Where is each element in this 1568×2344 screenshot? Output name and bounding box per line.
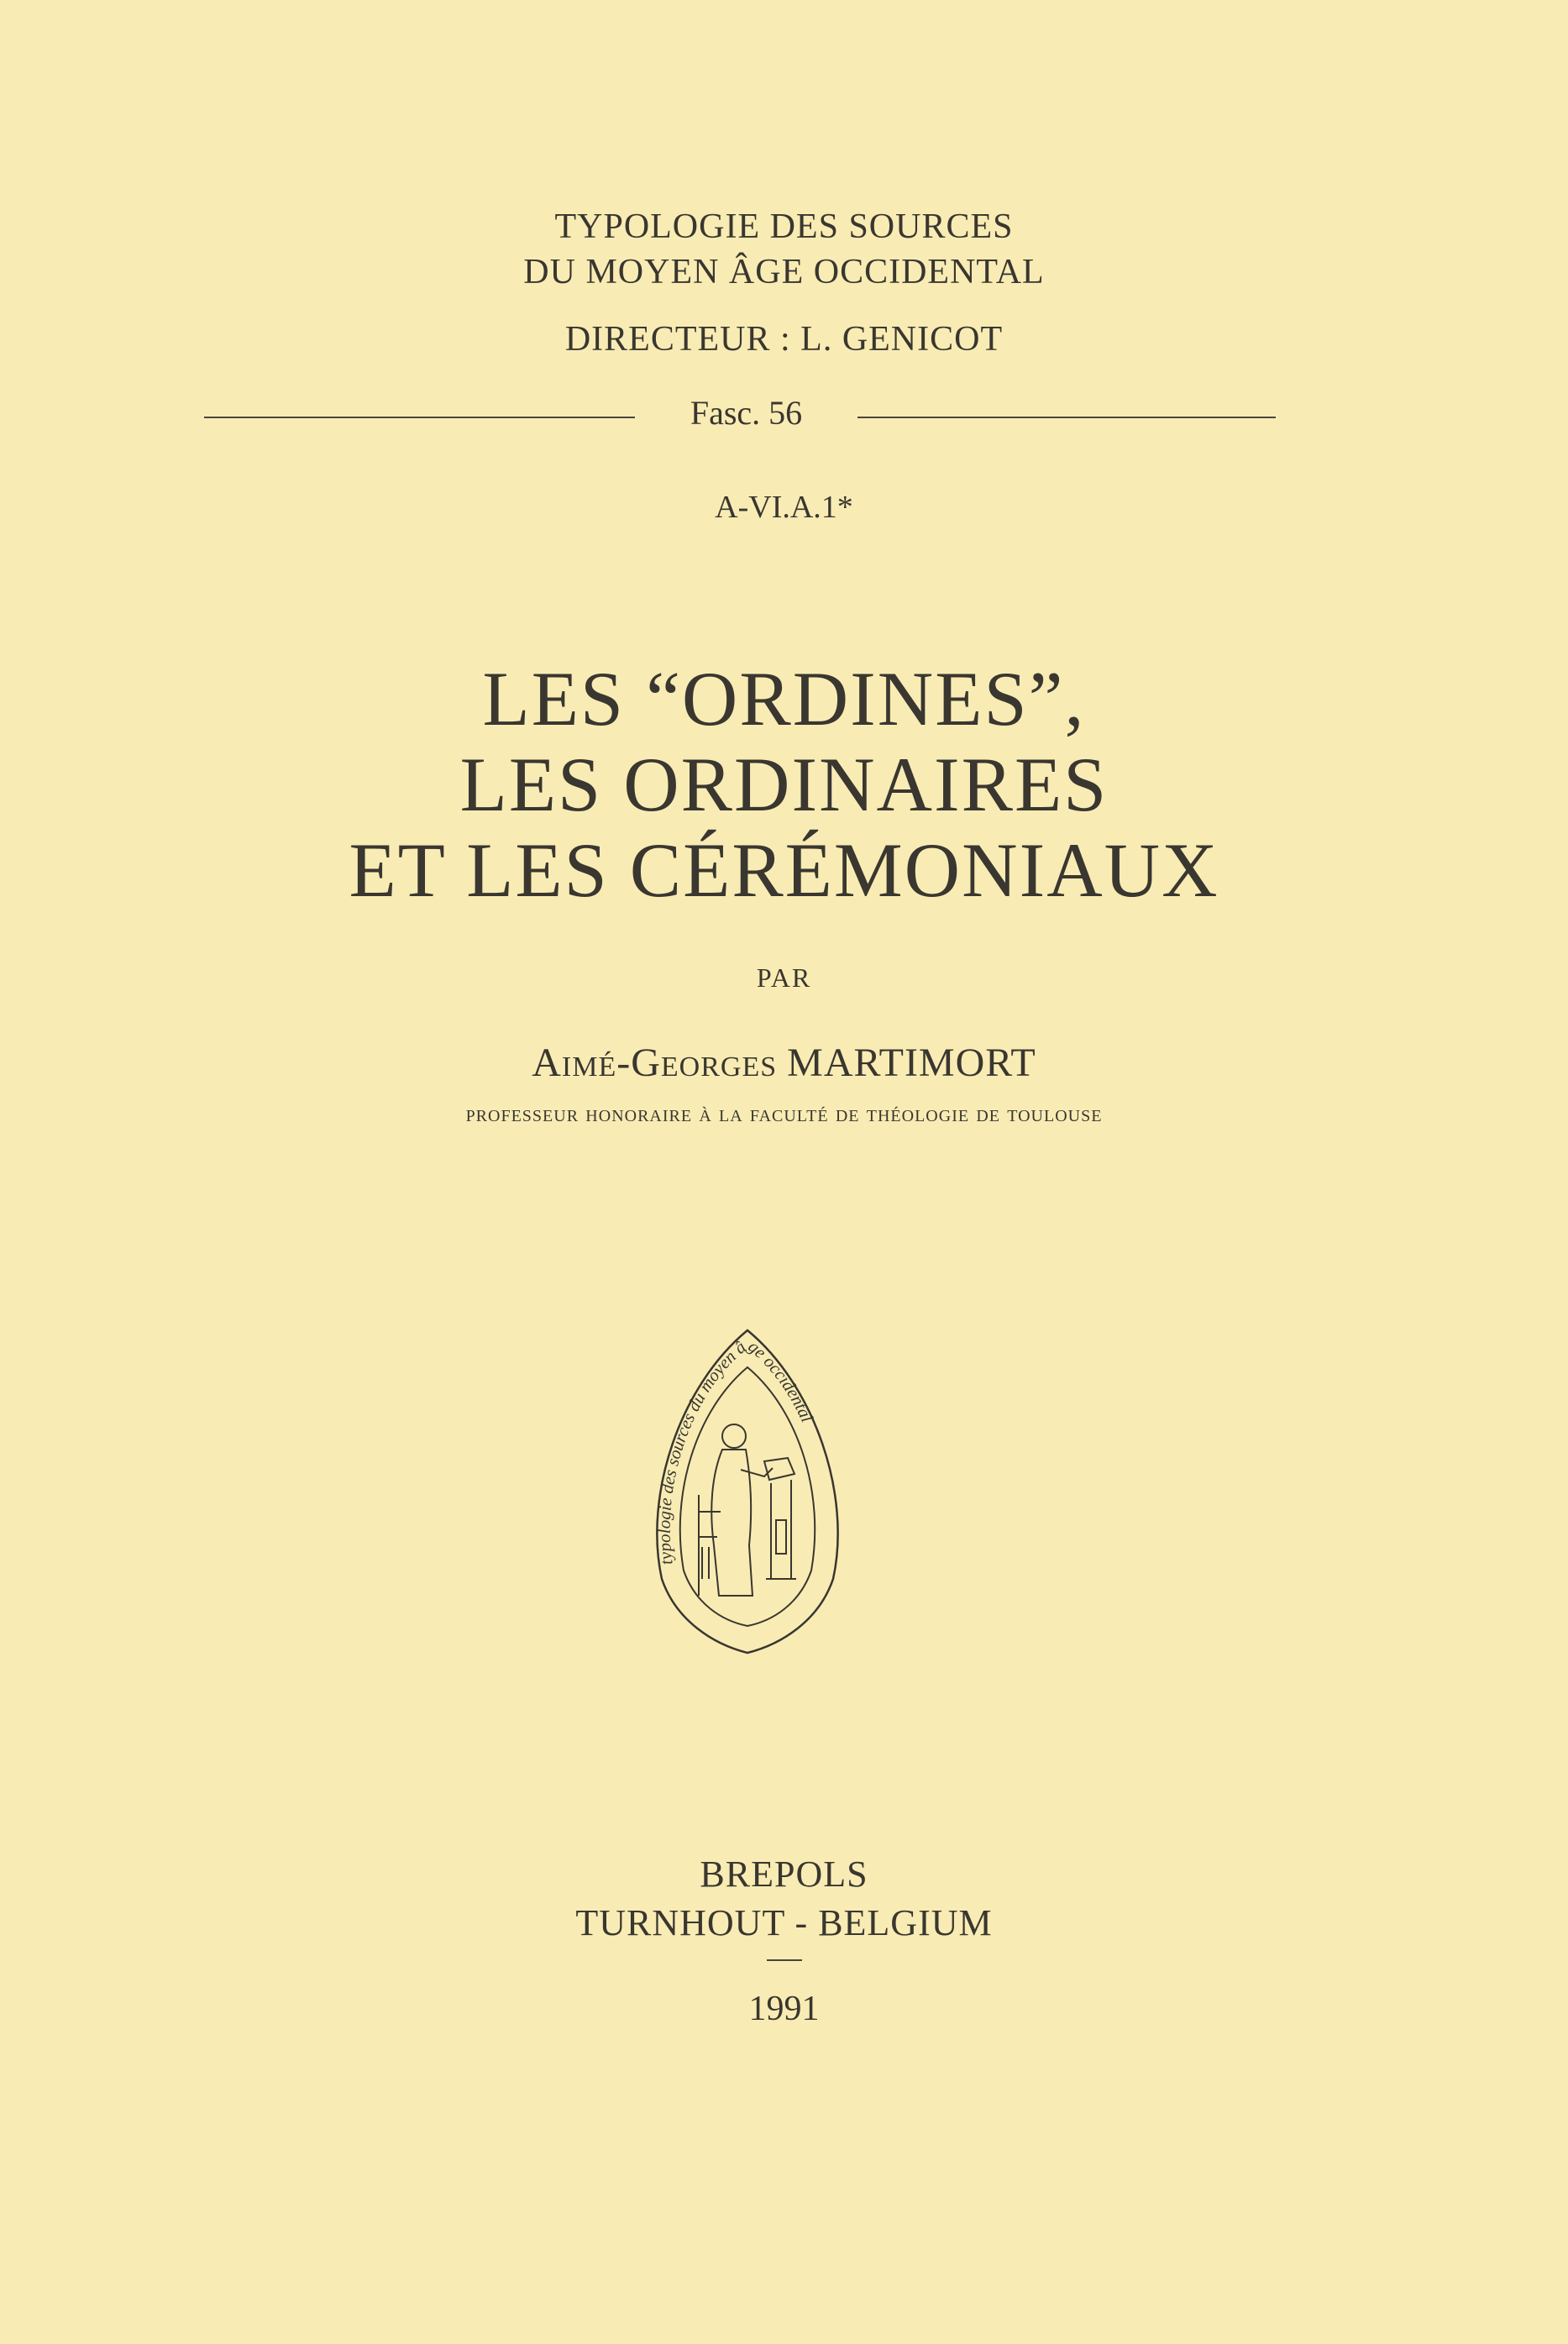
fascicle-number: Fasc. 56 xyxy=(690,394,803,432)
monk-scribe-seal-icon xyxy=(647,1327,848,1654)
book-title-line-1: LES “ORDINES”, xyxy=(482,656,1086,742)
fascicle-rule-right xyxy=(857,417,1276,418)
series-title-line-2: DU MOYEN ÂGE OCCIDENTAL xyxy=(523,253,1045,291)
series-title-line-1: TYPOLOGIE DES SOURCES xyxy=(554,207,1014,246)
fascicle-row xyxy=(0,393,1568,443)
publication-year: 1991 xyxy=(748,1990,820,2028)
book-title-line-2: LES ORDINAIRES xyxy=(459,742,1109,827)
author-first-names: Aimé-Georges xyxy=(532,1041,778,1085)
seal-inscription: typologie des sources du moyen âge occidental xyxy=(653,1335,818,1566)
series-director: DIRECTEUR : L. GENICOT xyxy=(564,320,1004,359)
by-label: PAR xyxy=(756,962,812,993)
svg-text:typologie des sources du moyen xyxy=(654,1336,818,1566)
author-name xyxy=(0,1040,1568,1086)
author-affiliation: professeur honoraire à la faculté de théologie de toulouse xyxy=(465,1100,1103,1127)
classification-code: A-VI.A.1* xyxy=(715,490,853,525)
book-title-line-3: ET LES CÉRÉMONIAUX xyxy=(349,827,1219,913)
publisher-place: TURNHOUT - BELGIUM xyxy=(575,1902,993,1943)
publisher-name: BREPOLS xyxy=(700,1854,868,1895)
fascicle-rule-left xyxy=(204,417,635,418)
author-last-name: MARTIMORT xyxy=(787,1041,1036,1085)
year-divider xyxy=(767,1959,802,1961)
